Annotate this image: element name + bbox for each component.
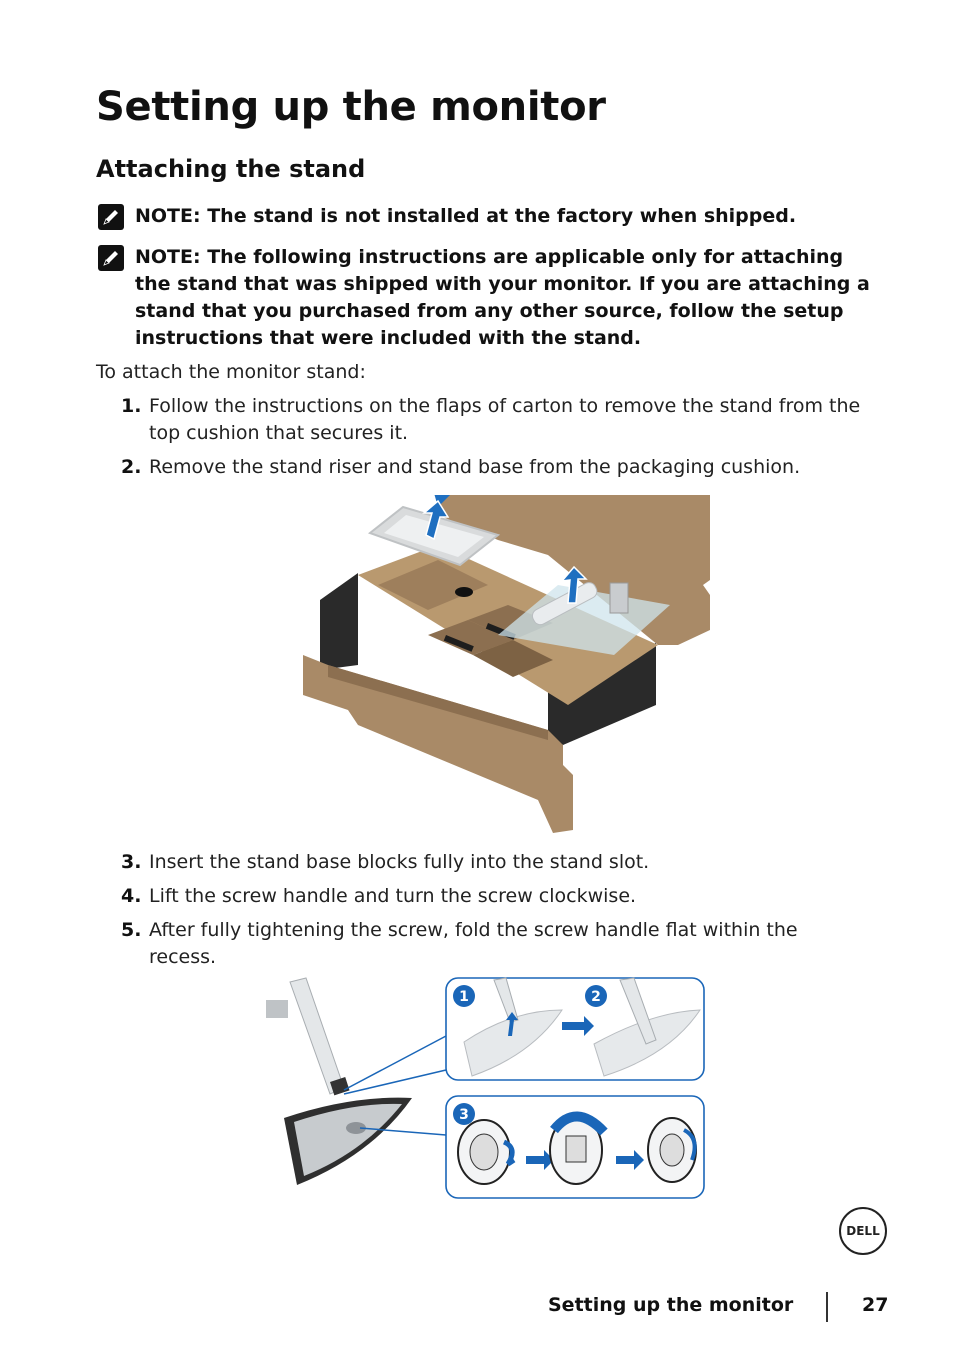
note-text: NOTE: The following instructions are applicable only for attaching the stand that was shipped with your monitor. If you are attaching a stand that you purchased from any other source, follow the setup instructions that were included with the stand. [135, 246, 870, 349]
step-text: Insert the stand base blocks fully into the stand slot. [149, 851, 650, 873]
step-1 [121, 393, 869, 447]
step-3 [121, 849, 869, 876]
step-text: Remove the stand riser and stand base from the packaging cushion. [149, 456, 801, 478]
step-text: Follow the instructions on the flaps of carton to remove the stand from the top cushion that secures it. [149, 395, 861, 444]
step-number: 5. [121, 919, 142, 941]
step-2 [121, 454, 869, 481]
dell-logo-text: DELL [846, 1224, 880, 1238]
dell-logo [838, 1206, 888, 1256]
step-text: Lift the screw handle and turn the screw clockwise. [149, 885, 637, 907]
footer-separator [826, 1292, 828, 1322]
step-number: 4. [121, 885, 142, 907]
callout-3: 3 [459, 1107, 469, 1123]
callout-2: 2 [591, 989, 601, 1005]
note-factory [97, 203, 880, 231]
step-text: After fully tightening the screw, fold the screw handle flat within the recess. [149, 919, 798, 968]
callout-1: 1 [459, 989, 469, 1005]
intro-text: To attach the monitor stand: [96, 361, 366, 383]
note-text: NOTE: The stand is not installed at the factory when shipped. [135, 205, 797, 227]
unpacking-illustration [298, 495, 712, 835]
step-5 [121, 917, 869, 971]
step-4 [121, 883, 869, 910]
note-pencil-icon [97, 244, 125, 272]
stand-assembly-illustration [232, 970, 752, 1210]
step-number: 1. [121, 395, 142, 417]
step-number: 2. [121, 456, 142, 478]
step-number: 3. [121, 851, 142, 873]
note-pencil-icon [97, 203, 125, 231]
note-instructions [97, 244, 880, 352]
footer-title: Setting up the monitor [548, 1294, 794, 1316]
page-number: 27 [862, 1294, 889, 1316]
page-title: Setting up the monitor [96, 84, 606, 130]
section-title: Attaching the stand [96, 155, 366, 183]
